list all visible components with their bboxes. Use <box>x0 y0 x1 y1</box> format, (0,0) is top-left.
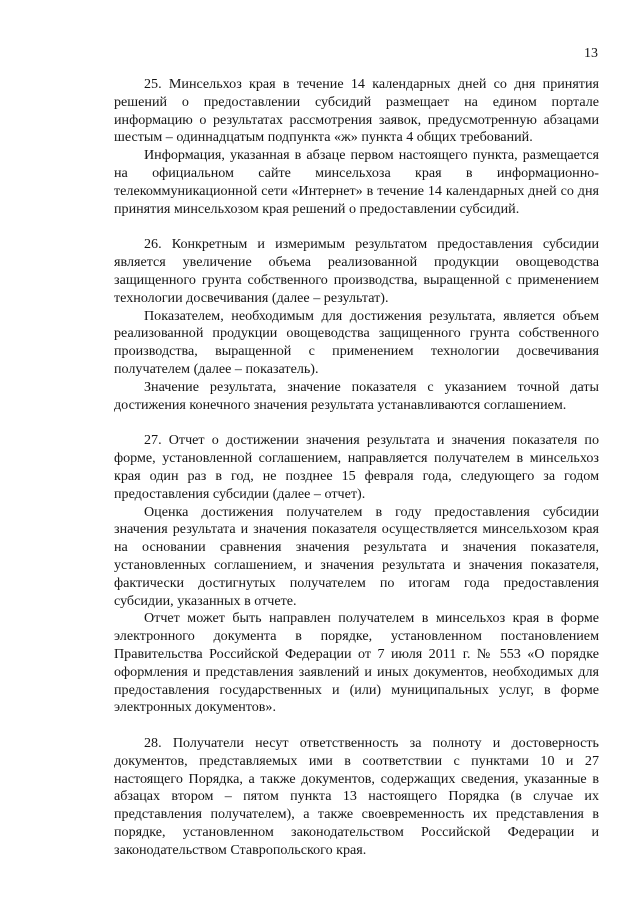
paragraph: 26. Конкретным и измеримым результатом предоставления субсидии является увеличение объема реализованной продукции овощеводства защищенного грунта собственного производства, выращенной с применением технологии досвечивания (далее – результат). <box>114 236 599 306</box>
clause-27 <box>114 432 599 717</box>
paragraph: Показателем, необходимым для достижения результата, является объем реализованной продукции овощеводства защищенного грунта собственного производства, выращенной с применением технологии досвечивания получателем (далее – показатель). <box>114 307 599 377</box>
clause-25 <box>114 76 599 218</box>
page-number: 13 <box>584 46 598 61</box>
paragraph: 28. Получатели несут ответственность за полноту и достоверность документов, представляемых ими в соответствии с пунктами 10 и 27 настоящего Порядка, а также документов, содержащих сведения, указанные в абзацах втором – пятом пункта 13 настоящего Порядка (в случае их представления получателем), а также своевременность их представления в порядке, установленном законодательством Российской Федерации и законодательством Ставропольского края. <box>114 735 599 858</box>
paragraph: 27. Отчет о достижении значения результата и значения показателя по форме, установленной соглашением, направляется получателем в минсельхоз края один раз в год, не позднее 15 февраля года, следующего за годом предоставления субсидии (далее – отчет). <box>114 432 599 502</box>
paragraph: Отчет может быть направлен получателем в минсельхоз края в форме электронного документа в порядке, установленном постановлением Правительства Российской Федерации от 7 июля 2011 г. № 553 «О порядке оформления и представления заявлений и иных документов, необходимых для предоставления государственных и (или) муниципальных услуг, в форме электронных документов». <box>114 610 599 716</box>
document-body <box>114 76 599 860</box>
paragraph: 25. Минсельхоз края в течение 14 календарных дней со дня принятия решений о предоставлении субсидий размещает на едином портале информацию о результатах рассмотрения заявок, предусмотренную абзацами шестым – одиннадцатым подпункта «ж» пункта 4 общих требований. <box>114 76 599 146</box>
paragraph: Оценка достижения получателем в году предоставления субсидии значения результата и значения показателя осуществляется минсельхозом края на основании сравнения значения результата и значения показателя, установленных соглашением, и значения результата и значения показателя, фактически достигнутых получателем по итогам года предоставления субсидии, указанных в отчете. <box>114 503 599 609</box>
paragraph: Значение результата, значение показателя с указанием точной даты достижения конечного значения результата устанавливаются соглашением. <box>114 378 599 413</box>
clause-28 <box>114 735 599 860</box>
paragraph: Информация, указанная в абзаце первом настоящего пункта, размещается на официальном сайте минсельхоза края в информационно-телекоммуникационной сети «Интернет» в течение 14 календарных дней со дня принятия минсельхозом края решений о предоставлении субсидий. <box>114 147 599 217</box>
clause-26 <box>114 236 599 414</box>
